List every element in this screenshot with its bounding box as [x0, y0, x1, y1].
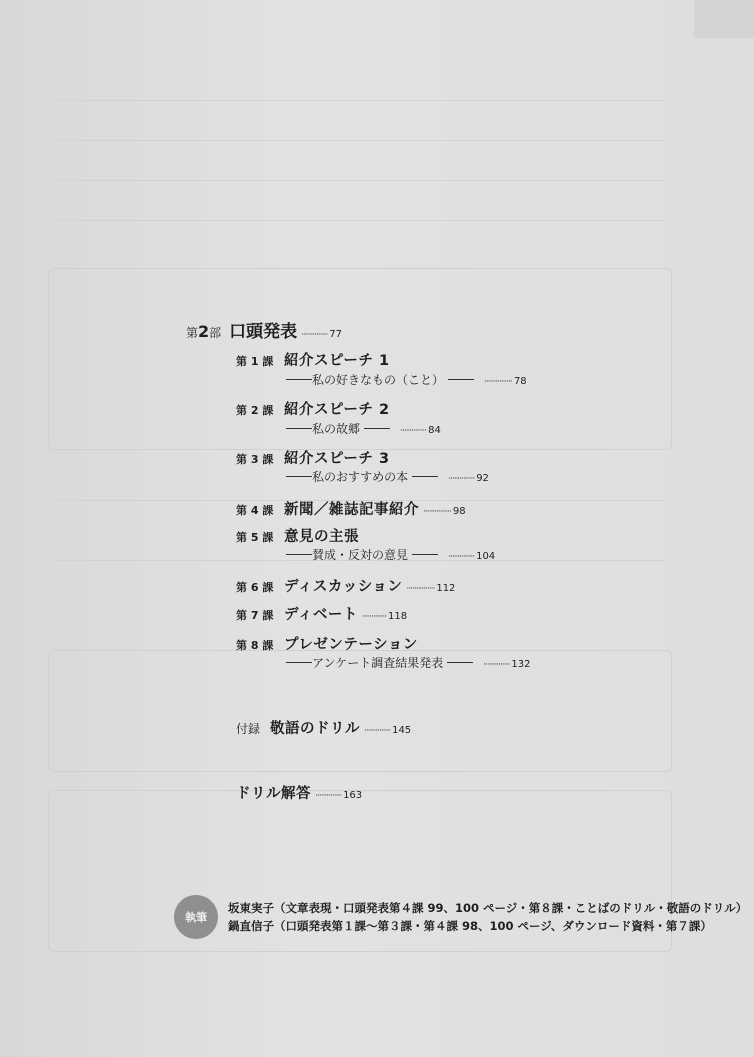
lesson-subtitle: アンケート調査結果発表 — [312, 656, 444, 670]
leader-dots: ··············· — [406, 584, 435, 594]
lesson-subtitle: 賛成・反対の意見 — [312, 548, 409, 562]
lesson-title: ディスカッション — [284, 579, 403, 595]
part-heading — [186, 317, 342, 342]
dash — [286, 428, 312, 429]
lesson-label: 第 4 課 — [236, 504, 274, 517]
page-number: 132 — [511, 659, 531, 670]
lesson-8-heading — [236, 633, 418, 654]
dash — [286, 379, 312, 380]
lesson-3-subtitle — [286, 468, 489, 485]
authors-badge: 執筆 — [174, 895, 218, 939]
dash — [447, 662, 473, 663]
lesson-1-subtitle — [286, 371, 527, 388]
leader-dots: ·············· — [315, 791, 342, 801]
page-number: 163 — [343, 790, 363, 801]
page-number: 92 — [476, 473, 489, 484]
leader-dots: ··············· — [484, 377, 512, 387]
lesson-5-heading — [236, 525, 359, 546]
author-line: 坂東実子（文章表現・口頭発表第４課 99、100 ページ・第８課・ことばのドリル・敬語のドリル） — [228, 901, 748, 915]
page-number: 78 — [513, 376, 527, 387]
lesson-label: 第 2 課 — [236, 404, 274, 417]
lesson-title: プレゼンテーション — [284, 637, 418, 653]
answers-title: ドリル解答 — [236, 786, 311, 802]
lesson-title: 意見の主張 — [284, 529, 359, 545]
dash — [412, 554, 438, 555]
lesson-label: 第 8 課 — [236, 639, 274, 652]
dash — [448, 379, 474, 380]
dash — [286, 662, 312, 663]
lesson-title: 紹介スピーチ 1 — [284, 353, 390, 369]
lesson-subtitle: 私の好きなもの（こと） — [312, 373, 445, 387]
leader-dots: ·············· — [448, 552, 475, 562]
lesson-label: 第 3 課 — [236, 453, 274, 466]
author-line: 鍋直信子（口頭発表第１課〜第３課・第４課 98、100 ページ、ダウンロード資料・第７課） — [228, 919, 712, 933]
dash — [412, 476, 438, 477]
dash — [286, 554, 312, 555]
lesson-label: 第 5 課 — [236, 531, 274, 544]
lesson-label: 第 1 課 — [236, 355, 274, 368]
lesson-1-heading — [236, 349, 390, 370]
page-number: 77 — [329, 329, 342, 340]
leader-dots: ·············· — [448, 474, 475, 484]
leader-dots: ·············· — [301, 330, 328, 340]
lesson-title: 紹介スピーチ 3 — [284, 451, 390, 467]
part-title: 口頭発表 — [229, 322, 298, 342]
lesson-5-subtitle — [286, 546, 495, 563]
answers-heading — [236, 782, 362, 803]
lesson-label: 第 7 課 — [236, 609, 274, 622]
page-number: 145 — [392, 725, 412, 736]
lesson-2-heading — [236, 398, 390, 419]
lesson-4-heading — [236, 498, 466, 519]
leader-dots: ·············· — [483, 660, 510, 670]
page-number: 112 — [436, 583, 456, 594]
dash — [286, 476, 312, 477]
leader-dots: ··············· — [423, 507, 451, 517]
lesson-8-subtitle — [286, 654, 530, 671]
leader-dots: ·············· — [400, 426, 427, 436]
part-prefix: 第2部 — [186, 322, 222, 341]
appendix-label: 付録 — [236, 722, 261, 736]
lesson-2-subtitle — [286, 420, 441, 437]
lesson-7-heading — [236, 603, 407, 624]
page-number: 98 — [452, 506, 466, 517]
lesson-subtitle: 私のおすすめの本 — [312, 470, 409, 484]
lesson-title: 紹介スピーチ 2 — [284, 402, 390, 418]
appendix-title: 敬語のドリル — [270, 721, 361, 737]
dash — [364, 428, 390, 429]
lesson-label: 第 6 課 — [236, 581, 274, 594]
leader-dots: ············· — [361, 612, 387, 622]
page-number: 104 — [476, 551, 496, 562]
lesson-title: 新聞／雑誌記事紹介 — [284, 502, 419, 518]
lesson-6-heading — [236, 575, 455, 596]
lesson-title: ディベート — [284, 607, 358, 623]
page-number: 118 — [388, 611, 408, 622]
page-number: 84 — [428, 425, 441, 436]
appendix-heading — [236, 717, 411, 738]
leader-dots: ·············· — [364, 726, 391, 736]
lesson-subtitle: 私の故郷 — [312, 422, 361, 436]
lesson-3-heading — [236, 447, 390, 468]
